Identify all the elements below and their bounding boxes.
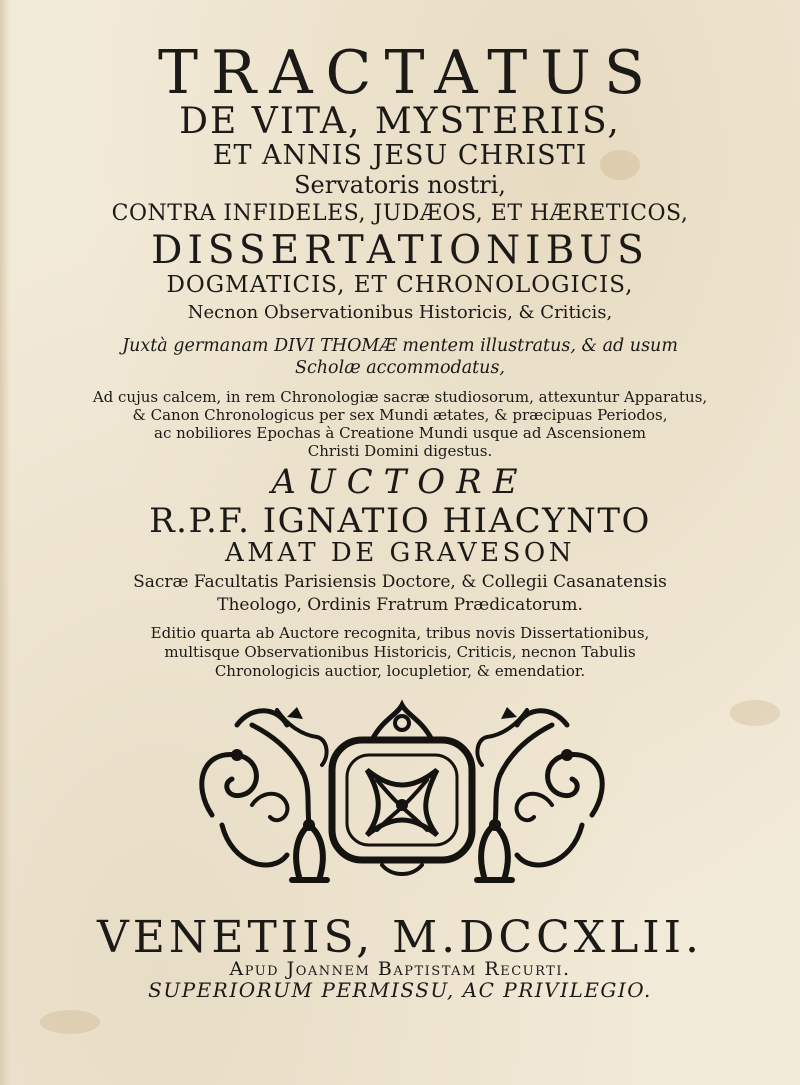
description-line-1: Ad cujus calcem, in rem Chronologiæ sacræ studiosorum, attexuntur Apparatus,	[92, 388, 708, 406]
edition-line-2: multisque Observationibus Historicis, Criticis, necnon Tabulis	[164, 643, 636, 661]
author-credentials-1: Sacræ Facultatis Parisiensis Doctore, & Collegii Casanatensis	[133, 572, 667, 592]
author-name: R.P.F. IGNATIO HIACYNTO	[149, 501, 651, 541]
title-line-juxta: Juxtà germanam DIVI THOMÆ mentem illustratus, & ad usum	[122, 336, 678, 356]
title-line-necnon: Necnon Observationibus Historicis, & Criticis,	[187, 302, 613, 323]
edition-line-1: Editio quarta ab Auctore recognita, tribus novis Dissertationibus,	[150, 624, 650, 642]
imprint-privilege: SUPERIORUM PERMISSU, AC PRIVILEGIO.	[148, 978, 652, 1002]
title-line-scholae: Scholæ accommodatus,	[295, 358, 505, 378]
author-credentials-2: Theologo, Ordinis Fratrum Prædicatorum.	[217, 595, 583, 615]
edition-line-3: Chronologicis auctior, locupletior, & emendatior.	[214, 662, 586, 680]
title-line-contra: CONTRA INFIDELES, JUDÆOS, ET HÆRETICOS,	[111, 201, 689, 226]
auctore-heading: AUCTORE	[271, 462, 529, 502]
imprint-place-date: VENETIIS, M.DCCXLII.	[96, 912, 704, 963]
imprint-printer: Apud Joannem Baptistam Recurti.	[229, 958, 571, 980]
description-line-3: ac nobiliores Epochas à Creatione Mundi usque ad Ascensionem	[154, 424, 646, 442]
foxing-stain	[730, 700, 780, 726]
description-line-4: Christi Domini digestus.	[307, 442, 493, 460]
title-dissertationibus: DISSERTATIONIBUS	[151, 228, 649, 273]
author-surname: AMAT DE GRAVESON	[225, 538, 575, 568]
title-line-de-vita: DE VITA, MYSTERIIS,	[179, 101, 621, 142]
title-tractatus: TRACTATUS	[158, 38, 658, 108]
printers-device-vignette-icon	[192, 695, 612, 895]
title-line-et-annis: ET ANNIS JESU CHRISTI	[212, 140, 588, 171]
title-line-dogmaticis: DOGMATICIS, ET CHRONOLOGICIS,	[166, 272, 634, 298]
foxing-stain	[40, 1010, 100, 1034]
description-line-2: & Canon Chronologicus per sex Mundi ætates, & præcipuas Periodos,	[132, 406, 668, 424]
title-line-servatoris: Servatoris nostri,	[294, 171, 506, 199]
